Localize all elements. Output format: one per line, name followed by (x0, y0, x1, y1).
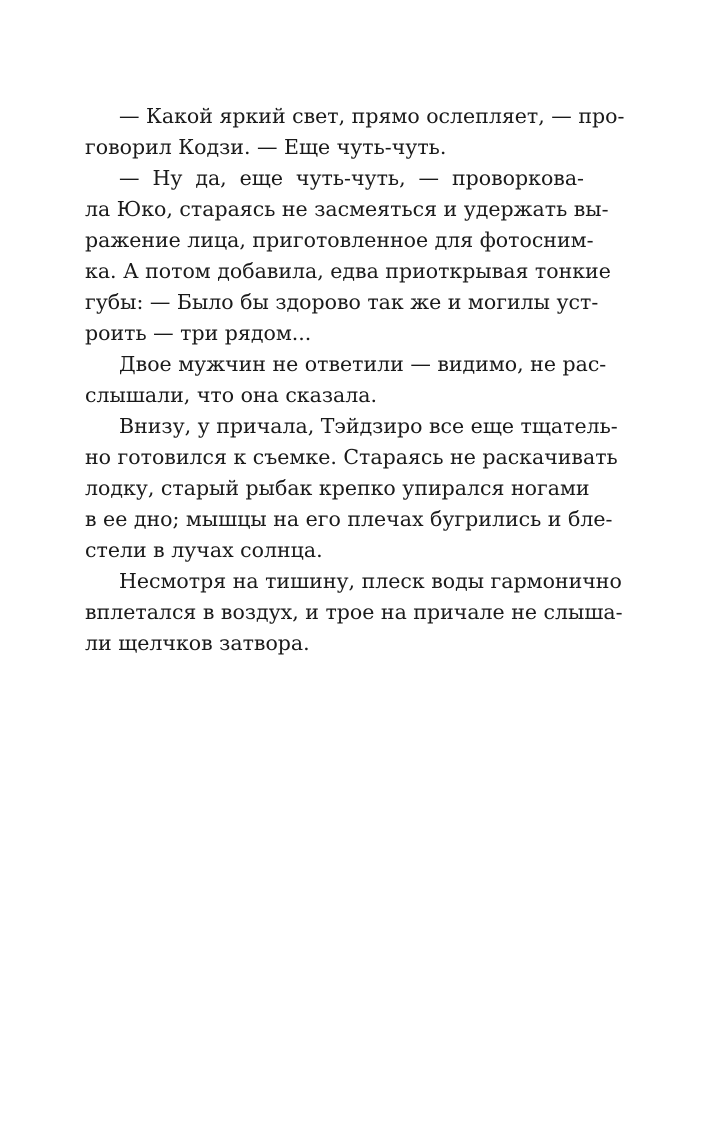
text-line: лодку, старый рыбак крепко упирался ногами (85, 476, 590, 500)
paragraph (85, 349, 607, 411)
text-line: роить — три рядом... (85, 321, 312, 345)
text-line: вплетался в воздух, и трое на причале не слыша- (85, 600, 623, 624)
text-line: но готовился к съемке. Стараясь не раскачивать (85, 445, 618, 469)
text-line: слышали, что она сказала. (85, 383, 377, 407)
paragraph (85, 163, 611, 349)
text-line: в ее дно; мышцы на его плечах бугрились и бле- (85, 507, 613, 531)
paragraph (85, 566, 623, 659)
text-line: стели в лучах солнца. (85, 538, 323, 562)
paragraph (85, 101, 625, 163)
text-line: — Какой яркий свет, прямо ослепляет, — про- (119, 104, 625, 128)
text-line: — Ну да, еще чуть-чуть, — проворкова- (119, 166, 584, 190)
text-line: Внизу, у причала, Тэйдзиро все еще тщатель- (119, 414, 618, 438)
text-line: Двое мужчин не ответили — видимо, не рас- (119, 352, 607, 376)
text-line: Несмотря на тишину, плеск воды гармонично (119, 569, 622, 593)
paragraph (85, 411, 618, 566)
text-line: ла Юко, стараясь не засмеяться и удержать вы- (85, 197, 609, 221)
body-text (85, 101, 625, 659)
text-line: ка. А потом добавила, едва приоткрывая тонкие (85, 259, 611, 283)
text-line: губы: — Было бы здорово так же и могилы уст- (85, 290, 599, 314)
text-line: ражение лица, приготовленное для фотосним- (85, 228, 594, 252)
text-line: ли щелчков затвора. (85, 631, 310, 655)
text-line: говорил Кодзи. — Еще чуть-чуть. (85, 135, 447, 159)
